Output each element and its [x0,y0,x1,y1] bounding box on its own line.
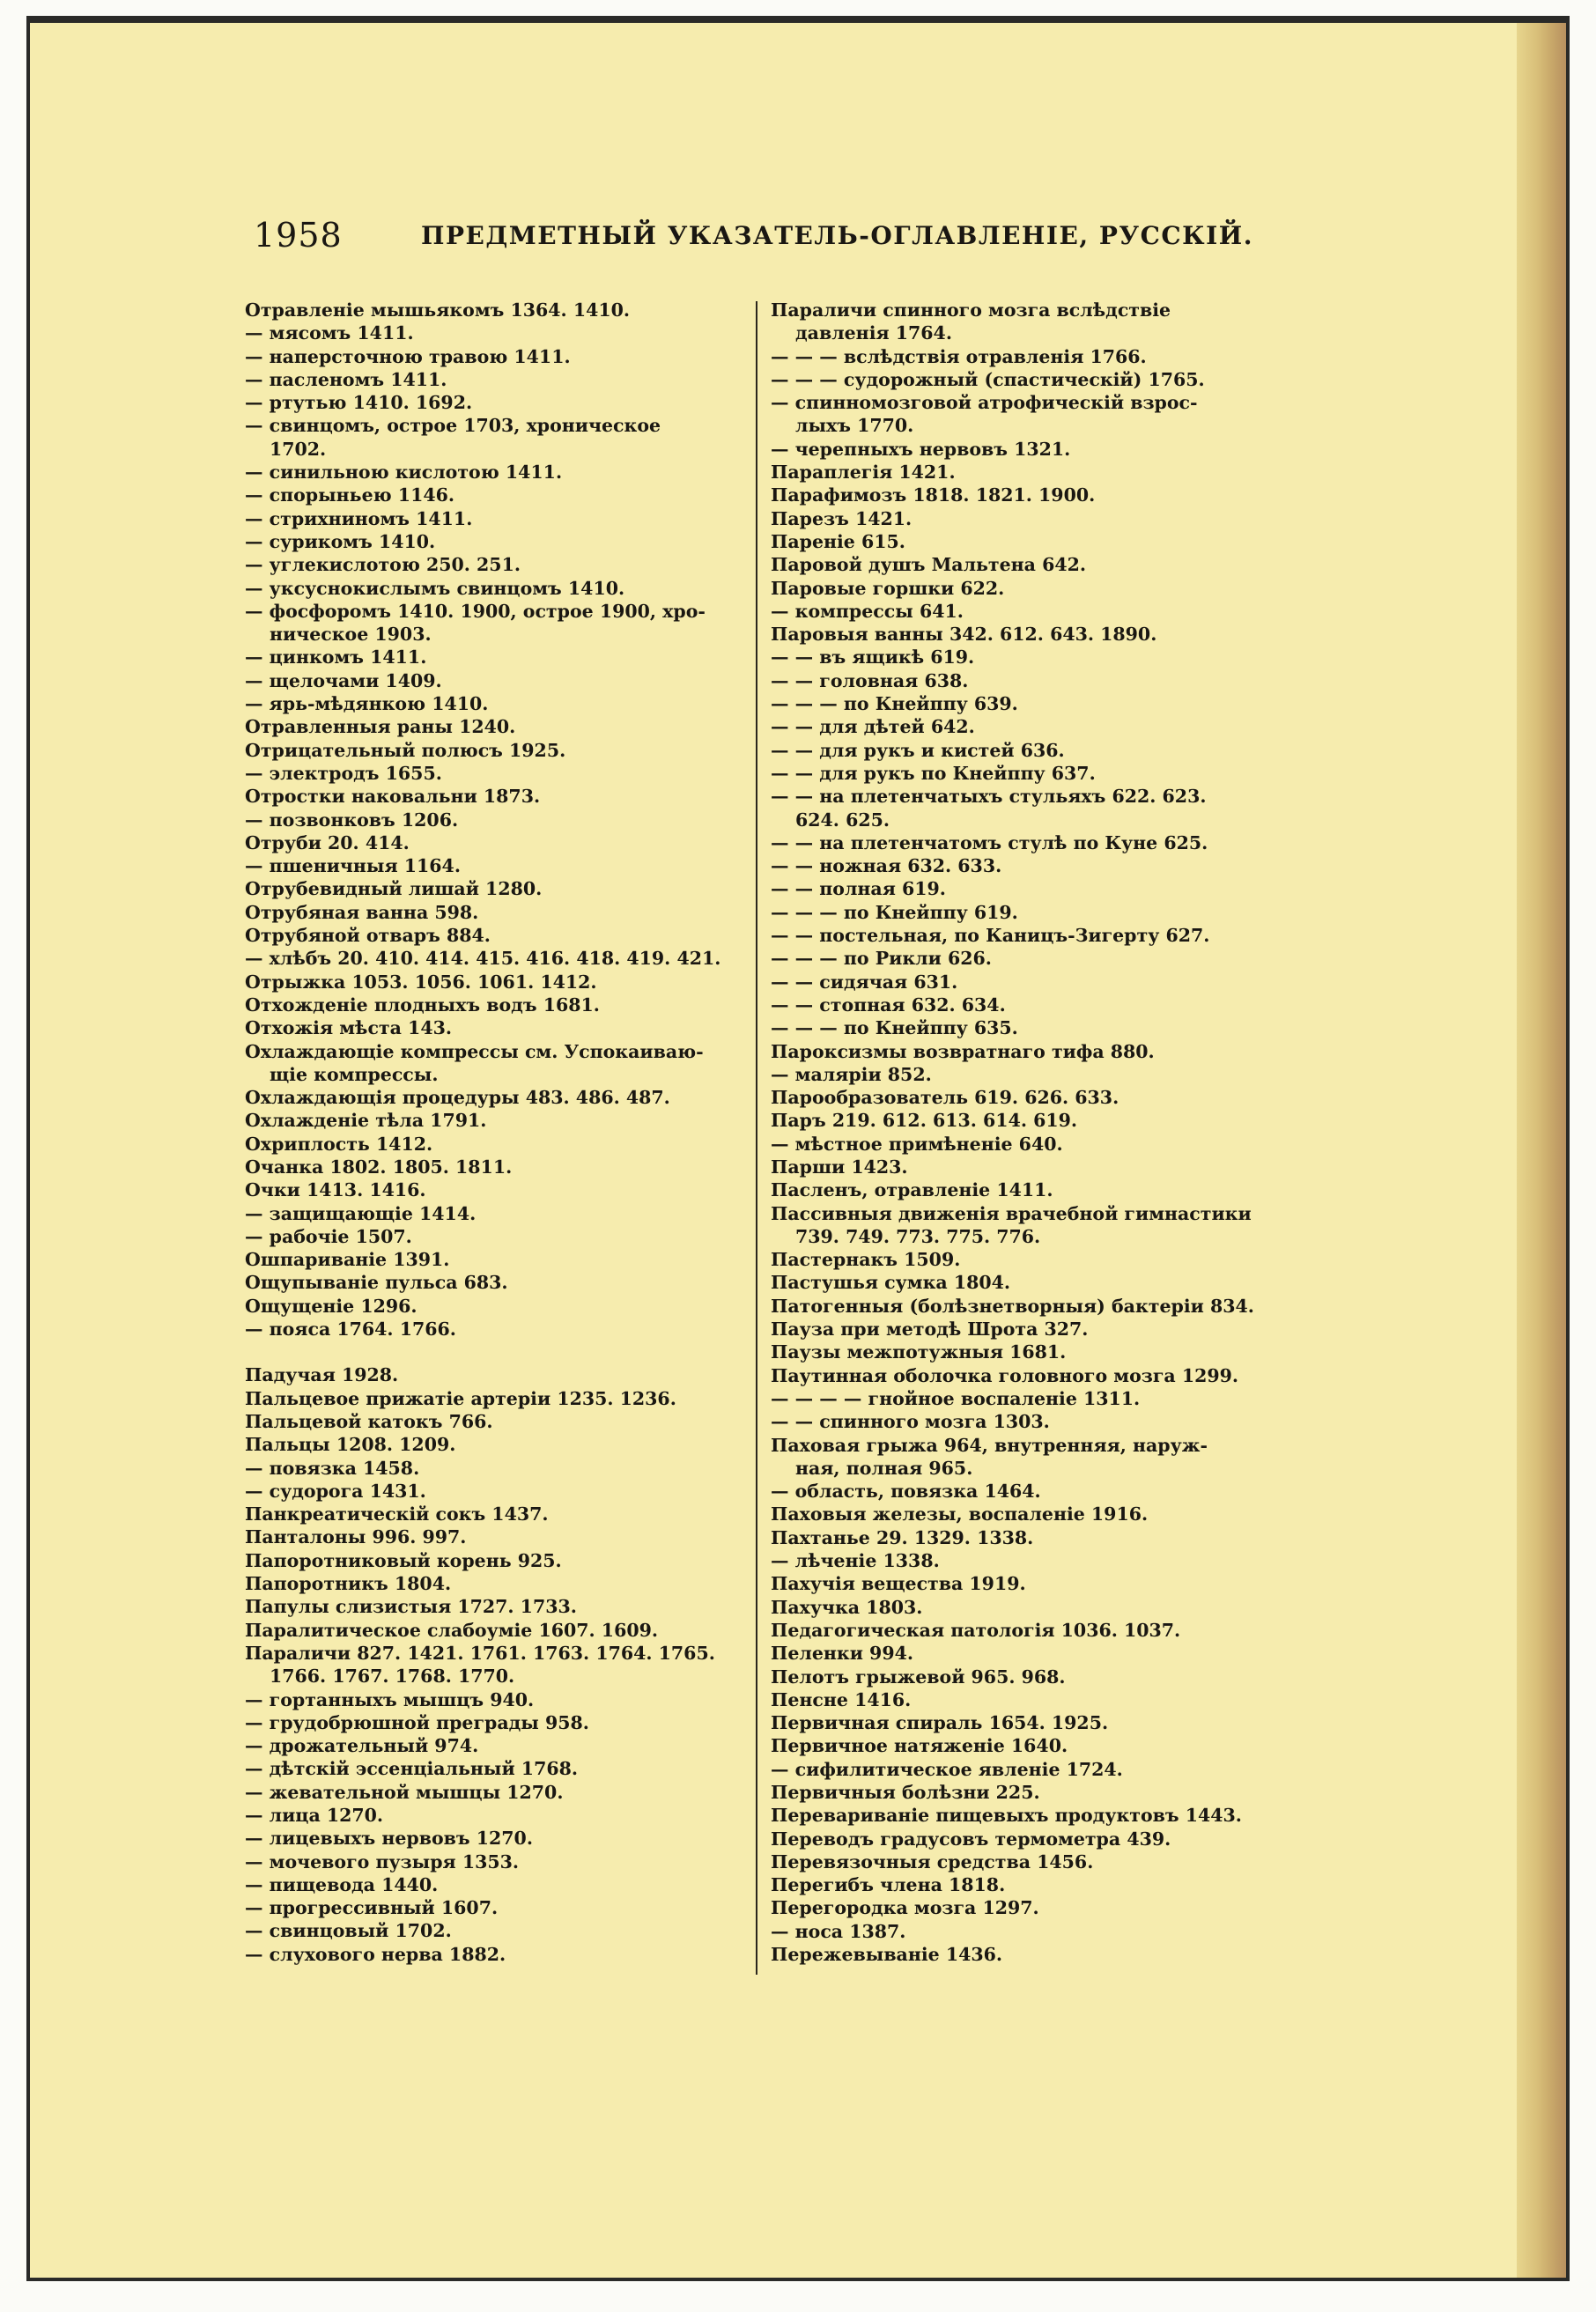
section-gap [245,1341,751,1363]
index-entry: — черепныхъ нервовъ 1321. [771,438,1071,460]
index-entry: — — ножная 632. 633. [771,855,1002,877]
index-entry: Паралитическое слабоуміе 1607. 1609. [245,1619,658,1641]
index-entry: Патогенныя (болѣзнетворныя) бактеріи 834. [771,1295,1254,1317]
index-entry: Пауза при методѣ Шрота 327. [771,1319,1089,1341]
index-entry: — — головная 638. [771,669,969,691]
index-entry: — — для дѣтей 642. [771,716,975,738]
index-entry-continuation: 1702. [270,438,327,460]
page-title: ПРЕДМЕТНЫЙ УКАЗАТЕЛЬ-ОГЛАВЛЕНІЕ, РУССКІЙ. [421,221,1253,250]
index-entry: — — — по Рикли 626. [771,948,992,970]
index-entry: — позвонковъ 1206. [245,809,459,831]
index-entry: — электродъ 1655. [245,762,442,784]
index-entry: Парафимозъ 1818. 1821. 1900. [771,484,1096,506]
index-entry: Парши 1423. [771,1156,908,1178]
index-entry: Пароксизмы возвратнаго тифа 880. [771,1040,1155,1062]
index-entry: — — на плетенчатомъ стулѣ по Куне 625. [771,831,1208,853]
index-entry: — повязка 1458. [245,1457,420,1479]
index-entry: Пахучія вещества 1919. [771,1573,1026,1595]
index-entry: Парезъ 1421. [771,507,913,529]
index-entry: Охриплость 1412. [245,1133,433,1155]
index-entry: — углекислотою 250. 251. [245,554,521,576]
index-entry: Пальцевой катокъ 766. [245,1410,493,1432]
index-entry: — лица 1270. [245,1805,384,1826]
index-entry: Паръ 219. 612. 613. 614. 619. [771,1110,1078,1132]
index-entry: — — стопная 632. 634. [771,993,1006,1016]
index-entry: Пастернакъ 1509. [771,1249,961,1271]
index-entry: — — въ ящикѣ 619. [771,646,975,668]
index-entry: — — — по Кнейппу 635. [771,1017,1018,1039]
index-entry: — стрихниномъ 1411. [245,507,473,529]
index-entry: — свинцомъ, острое 1703, хроническое [245,415,661,437]
index-entry: — мясомъ 1411. [245,322,414,344]
index-entry: — сифилитическое явленіе 1724. [771,1758,1123,1780]
index-entry: Пальцы 1208. 1209. [245,1434,456,1456]
index-entry: — ртутью 1410. 1692. [245,392,473,414]
index-entry: — мочевого пузыря 1353. [245,1850,520,1872]
index-entry: Отравленныя раны 1240. [245,716,516,738]
index-entry: — свинцовый 1702. [245,1920,452,1942]
index-entry: — уксуснокислымъ свинцомъ 1410. [245,577,625,599]
index-entry: Отруби 20. 414. [245,831,410,853]
index-entry: Отхожія мѣста 143. [245,1017,452,1039]
index-entry-continuation: 1766. 1767. 1768. 1770. [270,1666,515,1688]
index-entry: Переводъ градусовъ термометра 439. [771,1828,1171,1850]
index-entry: Отростки наковальни 1873. [245,786,541,808]
index-entry: Папоротниковый корень 925. [245,1549,562,1571]
index-entry: Пареніе 615. [771,530,905,552]
column-divider [756,301,757,1975]
index-entry: — лѣченіе 1338. [771,1550,940,1572]
index-entry: — — — — гнойное воспаленіе 1311. [771,1387,1141,1409]
index-entry: — — для рукъ по Кнейппу 637. [771,762,1096,784]
index-entry: Отрубяная ванна 598. [245,901,479,923]
index-entry: Ошпариваніе 1391. [245,1249,450,1271]
index-entry: — наперсточною травою 1411. [245,345,571,367]
index-entry: — гортанныхъ мышцъ 940. [245,1688,535,1710]
index-entry: Паутинная оболочка головного мозга 1299. [771,1364,1239,1386]
index-entry: Пахтанье 29. 1329. 1338. [771,1526,1034,1548]
index-entry: — — постельная, по Каницъ-Зигерту 627. [771,925,1210,947]
index-entry: — — — по Кнейппу 639. [771,693,1018,715]
index-entry: — компрессы 641. [771,600,964,622]
index-entry: Первичное натяженіе 1640. [771,1735,1068,1757]
index-entry: — маляріи 852. [771,1063,932,1085]
index-entry: — пасленомъ 1411. [245,368,447,390]
index-entry-continuation: 624. 625. [795,809,890,831]
index-entry: — — на плетенчатыхъ стульяхъ 622. 623. [771,786,1207,808]
index-entry: Отхожденіе плодныхъ водъ 1681. [245,993,600,1016]
index-entry: Падучая 1928. [245,1364,399,1386]
index-entry: Пахучка 1803. [771,1596,923,1618]
index-entry: Паровые горшки 622. [771,577,1005,599]
index-entry: Ощущеніе 1296. [245,1295,417,1317]
index-entry: — спинномозговой атрофическій взрос- [771,392,1198,414]
index-entry: — рабочіе 1507. [245,1225,412,1247]
index-entry: — дѣтскій эссенціальный 1768. [245,1758,578,1780]
index-entry-continuation: 739. 749. 773. 775. 776. [795,1225,1041,1247]
index-entry: — фосфоромъ 1410. 1900, острое 1900, хро- [245,600,706,622]
index-entry: Отрицательный полюсъ 1925. [245,739,566,761]
index-entry: Охлаждающіе компрессы см. Успокаиваю- [245,1040,704,1062]
running-head [254,216,1253,260]
index-entry: Перегородка мозга 1297. [771,1897,1039,1919]
index-entry: Охлажденіе тѣла 1791. [245,1110,487,1132]
index-entry: — лицевыхъ нервовъ 1270. [245,1828,533,1850]
index-entry: — — — судорожный (спастическій) 1765. [771,368,1205,390]
index-entry-continuation: ная, полная 965. [795,1457,973,1479]
index-entry: — синильною кислотою 1411. [245,462,563,484]
index-entry: Папоротникъ 1804. [245,1573,452,1595]
index-entry: Отравленіе мышьякомъ 1364. 1410. [245,299,631,321]
index-entry: Пережевываніе 1436. [771,1944,1003,1966]
index-entry: Первичная спираль 1654. 1925. [771,1712,1109,1734]
index-entry: Паховая грыжа 964, внутренняя, наруж- [771,1434,1208,1456]
index-entry: — — спинного мозга 1303. [771,1411,1050,1433]
index-entry: Пассивныя движенія врачебной гимнастики [771,1202,1252,1224]
page-spine-shadow [1517,23,1566,2278]
index-entry-continuation: давленія 1764. [795,322,952,344]
index-entry: Пасленъ, отравленіе 1411. [771,1179,1053,1201]
index-entry: — мѣстное примѣненіе 640. [771,1133,1063,1155]
index-entry: Пелотъ грыжевой 965. 968. [771,1666,1066,1688]
index-entry-continuation: ническое 1903. [270,624,432,646]
index-entry: — область, повязка 1464. [771,1481,1041,1503]
index-entry: — пшеничныя 1164. [245,855,461,877]
index-column-right [771,299,1277,1966]
index-entry: Пастушья сумка 1804. [771,1272,1011,1294]
index-entry: Очки 1413. 1416. [245,1179,426,1201]
index-entry: Отрыжка 1053. 1056. 1061. 1412. [245,971,597,993]
index-entry: — — полная 619. [771,878,946,900]
index-entry: — дрожательный 974. [245,1735,479,1757]
index-entry: Парообразователь 619. 626. 633. [771,1087,1119,1109]
index-entry: Перевариваніе пищевыхъ продуктовъ 1443. [771,1805,1242,1827]
index-entry: — спорыньею 1146. [245,484,454,506]
index-entry: — носа 1387. [771,1920,906,1942]
index-entry: Пенсне 1416. [771,1688,912,1710]
index-entry: — судорога 1431. [245,1480,426,1502]
index-entry-continuation: лыхъ 1770. [795,415,914,437]
index-entry: Параплегія 1421. [771,462,956,484]
index-entry: Параличи спинного мозга вслѣдствіе [771,299,1171,321]
index-entry: Отрубяной отваръ 884. [245,925,491,947]
index-entry: — щелочами 1409. [245,669,442,691]
index-entry: — пояса 1764. 1766. [245,1319,456,1341]
index-entry: — — — вслѣдствія отравленія 1766. [771,345,1147,367]
index-entry: — — — по Кнейппу 619. [771,901,1018,923]
index-entry: Отрубевидный лишай 1280. [245,878,543,900]
index-entry: Панталоны 996. 997. [245,1526,467,1548]
index-entry: Охлаждающія процедуры 483. 486. 487. [245,1087,670,1109]
index-entry: Паровыя ванны 342. 612. 643. 1890. [771,624,1157,646]
index-entry: Параличи 827. 1421. 1761. 1763. 1764. 1765. [245,1642,715,1664]
index-entry: Педагогическая патологія 1036. 1037. [771,1619,1181,1641]
index-entry: Ощупываніе пульса 683. [245,1272,508,1294]
index-entry: — сурикомъ 1410. [245,530,436,552]
page-number: 1958 [254,216,343,255]
index-entry: — слухового нерва 1882. [245,1943,506,1965]
index-entry: — — для рукъ и кистей 636. [771,739,1065,761]
index-entry: — — сидячая 631. [771,971,958,993]
index-entry: Паровой душъ Мальтена 642. [771,554,1087,576]
index-entry-continuation: щіе компрессы. [270,1063,439,1085]
index-entry: Панкреатическій сокъ 1437. [245,1503,549,1525]
index-entry: — цинкомъ 1411. [245,646,427,668]
index-column-left [245,299,751,1966]
index-entry: Очанка 1802. 1805. 1811. [245,1156,513,1178]
index-entry: — жевательной мышцы 1270. [245,1781,564,1803]
index-entry: Пеленки 994. [771,1643,913,1665]
index-entry: — защищающіе 1414. [245,1202,477,1224]
index-entry: Пальцевое прижатіе артеріи 1235. 1236. [245,1387,676,1409]
index-entry: — хлѣбъ 20. 410. 414. 415. 416. 418. 419. 421. [245,948,721,970]
index-entry: — ярь-мѣдянкою 1410. [245,693,489,715]
index-entry: — грудобрюшной преграды 958. [245,1711,589,1733]
index-entry: Паховыя железы, воспаленіе 1916. [771,1503,1149,1525]
index-entry: — пищевода 1440. [245,1873,439,1895]
index-entry: Первичныя болѣзни 225. [771,1782,1040,1803]
index-entry: Перевязочныя средства 1456. [771,1850,1094,1872]
index-entry: — прогрессивный 1607. [245,1897,499,1919]
index-entry: Перегибъ члена 1818. [771,1874,1006,1896]
index-entry: Паузы межпотужныя 1681. [771,1341,1067,1363]
index-entry: Папулы слизистыя 1727. 1733. [245,1596,577,1618]
